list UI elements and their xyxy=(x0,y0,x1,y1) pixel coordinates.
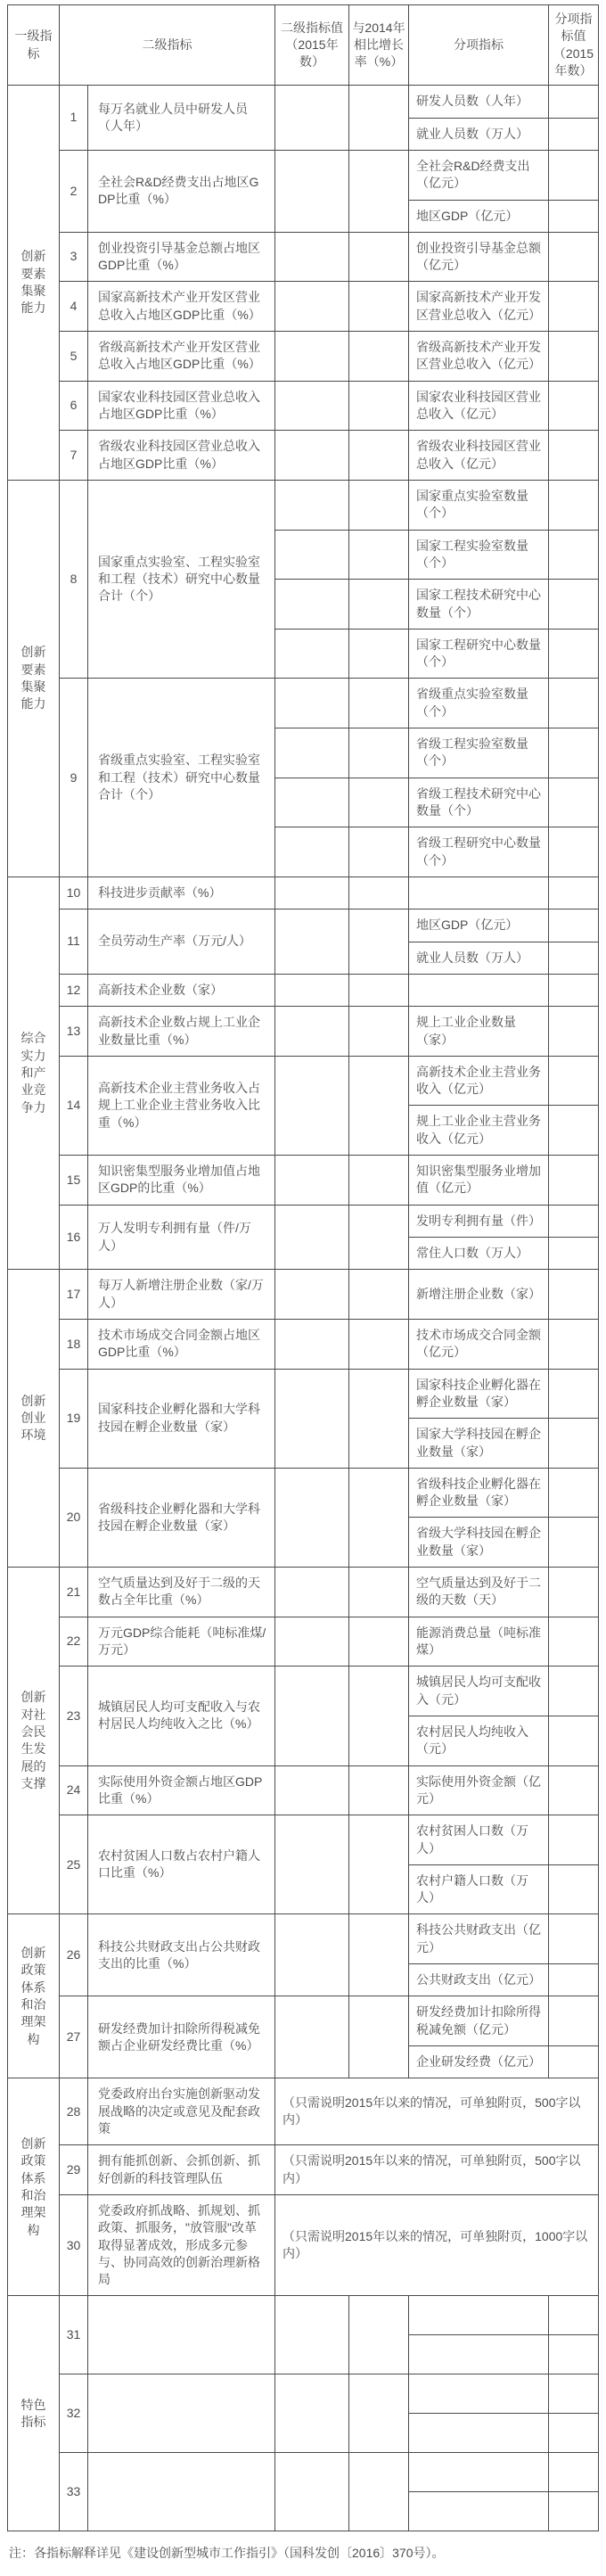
section-label: 创新要素集聚能力 xyxy=(8,480,60,876)
table-row xyxy=(8,232,599,282)
sub-indicator-label: 能源消费总量（吨标准煤） xyxy=(409,1617,549,1667)
sub-indicator-label: 省级农业科技园区营业总收入（亿元） xyxy=(409,431,549,481)
growth-rate-cell xyxy=(349,2296,409,2374)
sub-indicator-label: 国家工程研究中心数量（个） xyxy=(409,629,549,679)
sub-indicator-label xyxy=(409,2335,549,2374)
sub-value-cell xyxy=(549,2492,599,2531)
sub-indicator-label: 省级重点实验室数量（个） xyxy=(409,679,549,728)
col-header-sub-indicator: 分项指标 xyxy=(409,5,549,86)
sub-value-cell xyxy=(549,86,599,118)
sub-value-cell xyxy=(549,1815,599,1865)
indicator-label: 万元GDP综合能耗（吨标准煤/万元） xyxy=(88,1617,275,1667)
sub-indicator-label: 企业研发经费（亿元） xyxy=(409,2046,549,2078)
sub-indicator-label: 规上工业企业主营业务收入（亿元） xyxy=(409,1106,549,1156)
growth-rate-cell xyxy=(349,1914,409,1996)
indicator-label xyxy=(88,2453,275,2531)
indicator-table xyxy=(7,4,599,2531)
row-number: 4 xyxy=(60,282,88,332)
sub-indicator-label: 国家高新技术产业开发区营业总收入（亿元） xyxy=(409,282,549,332)
indicator-label: 党委政府出台实施创新驱动发展战略的决定或意见及配套政策 xyxy=(88,2078,275,2145)
sub-value-cell xyxy=(549,1617,599,1667)
indicator-label: 国家重点实验室、工程实验室和工程（技术）研究中心数量合计（个） xyxy=(88,480,275,679)
table-row xyxy=(8,1319,599,1369)
growth-rate-cell xyxy=(349,282,409,332)
value-2015-cell xyxy=(275,1815,349,1914)
col-header-growth: 与2014年相比增长率（%） xyxy=(349,5,409,86)
row-number: 21 xyxy=(60,1568,88,1617)
row-number: 19 xyxy=(60,1369,88,1468)
sub-value-cell xyxy=(549,876,599,909)
sub-indicator-label: 农村居民人均纯收入（元） xyxy=(409,1716,549,1765)
table-row xyxy=(8,2296,599,2335)
table-row xyxy=(8,1617,599,1667)
table-row xyxy=(8,1765,599,1815)
indicator-label: 研发经费加计扣除所得税减免额占企业研发经费比重（%） xyxy=(88,1996,275,2078)
growth-rate-cell xyxy=(349,827,409,877)
sub-indicator-label: 技术市场成交合同金额（亿元） xyxy=(409,1319,549,1369)
value-2015-cell xyxy=(275,1007,349,1057)
sub-value-cell xyxy=(549,2414,599,2453)
table-row xyxy=(8,2078,599,2145)
table-row xyxy=(8,1205,599,1237)
growth-rate-cell xyxy=(349,332,409,382)
indicator-label: 国家农业科技园区营业总收入占地区GDP比重（%） xyxy=(88,381,275,431)
indicator-label: 省级高新技术产业开发区营业总收入占地区GDP比重（%） xyxy=(88,332,275,382)
sub-indicator-label: 城镇居民人均可支配收入（元） xyxy=(409,1667,549,1716)
row-number: 30 xyxy=(60,2194,88,2296)
value-2015-cell xyxy=(275,1270,349,1320)
indicator-label: 党委政府抓战略、抓规划、抓政策、抓服务，"放管服"改革取得显著成效，形成多元参与、协同高效的创新治理新格局 xyxy=(88,2194,275,2296)
sub-value-cell xyxy=(549,1914,599,1964)
sub-indicator-label: 实际使用外资金额（亿元） xyxy=(409,1765,549,1815)
sub-indicator-label: 农村户籍人口数（万人） xyxy=(409,1864,549,1914)
sub-indicator-label: 地区GDP（亿元） xyxy=(409,200,549,232)
sub-indicator-label: 省级科技企业孵化器在孵企业数量（家） xyxy=(409,1468,549,1518)
growth-rate-cell xyxy=(349,876,409,909)
sub-indicator-label: 国家工程实验室数量（个） xyxy=(409,530,549,580)
indicator-label: 高新技术企业数（家） xyxy=(88,974,275,1006)
sub-indicator-label xyxy=(409,974,549,1006)
table-row xyxy=(8,480,599,530)
sub-value-cell xyxy=(549,1518,599,1568)
sub-value-cell xyxy=(549,1468,599,1518)
growth-rate-cell xyxy=(349,480,409,530)
sub-indicator-label xyxy=(409,2453,549,2492)
value-2015-cell xyxy=(275,86,349,151)
sub-indicator-label: 国家工程技术研究中心数量（个） xyxy=(409,580,549,630)
indicator-label: 创业投资引导基金总额占地区GDP比重（%） xyxy=(88,232,275,282)
growth-rate-cell xyxy=(349,629,409,679)
value-2015-cell xyxy=(275,629,349,679)
sub-value-cell xyxy=(549,332,599,382)
indicator-label: 城镇居民人均可支配收入与农村居民人均纯收入之比（%） xyxy=(88,1667,275,1765)
sub-value-cell xyxy=(549,2335,599,2374)
row-number: 23 xyxy=(60,1667,88,1765)
sub-value-cell xyxy=(549,1156,599,1206)
value-2015-cell xyxy=(275,1996,349,2078)
sub-indicator-label: 地区GDP（亿元） xyxy=(409,909,549,942)
sub-indicator-label: 就业人员数（万人） xyxy=(409,118,549,150)
header-row xyxy=(8,5,599,86)
sub-value-cell xyxy=(549,530,599,580)
sub-value-cell xyxy=(549,1864,599,1914)
growth-rate-cell xyxy=(349,150,409,232)
row-number: 29 xyxy=(60,2145,88,2195)
table-row xyxy=(8,1815,599,1865)
growth-rate-cell xyxy=(349,778,409,827)
sub-indicator-label: 国家科技企业孵化器在孵企业数量（家） xyxy=(409,1369,549,1419)
row-number: 28 xyxy=(60,2078,88,2145)
table-row xyxy=(8,381,599,431)
sub-value-cell xyxy=(549,1106,599,1156)
sub-indicator-label: 新增注册企业数（家） xyxy=(409,1270,549,1320)
indicator-label: 国家科技企业孵化器和大学科技园在孵企业数量（家） xyxy=(88,1369,275,1468)
sub-indicator-label: 规上工业企业数量（家） xyxy=(409,1007,549,1057)
sub-indicator-label: 省级大学科技园在孵企业数量（家） xyxy=(409,1518,549,1568)
sub-value-cell xyxy=(549,431,599,481)
row-number: 14 xyxy=(60,1056,88,1155)
sub-indicator-label: 全社会R&D经费支出（亿元） xyxy=(409,150,549,200)
row-number: 9 xyxy=(60,679,88,877)
sub-value-cell xyxy=(549,150,599,200)
indicator-label: 科技进步贡献率（%） xyxy=(88,876,275,909)
value-2015-cell xyxy=(275,778,349,827)
row-number: 15 xyxy=(60,1156,88,1206)
table-row xyxy=(8,1007,599,1057)
growth-rate-cell xyxy=(349,1617,409,1667)
col-header-value2015: 二级指标值（2015年数） xyxy=(275,5,349,86)
sub-value-cell xyxy=(549,909,599,942)
sub-indicator-label: 国家农业科技园区营业总收入（亿元） xyxy=(409,381,549,431)
sub-value-cell xyxy=(549,1205,599,1237)
col-header-level1: 一级指标 xyxy=(8,5,60,86)
row-number: 24 xyxy=(60,1765,88,1815)
sub-indicator-label: 农村贫困人口数（万人） xyxy=(409,1815,549,1865)
row-number: 1 xyxy=(60,86,88,151)
table-row xyxy=(8,1667,599,1716)
value-2015-cell xyxy=(275,1765,349,1815)
sub-value-cell xyxy=(549,1238,599,1270)
value-2015-cell xyxy=(275,332,349,382)
sub-indicator-label: 省级工程技术研究中心数量（个） xyxy=(409,778,549,827)
table-row xyxy=(8,1468,599,1518)
value-2015-cell xyxy=(275,1369,349,1468)
indicator-label: 每万人新增注册企业数（家/万人） xyxy=(88,1270,275,1320)
sub-value-cell xyxy=(549,942,599,974)
sub-value-cell xyxy=(549,728,599,778)
indicator-label: 实际使用外资金额占地区GDP比重（%） xyxy=(88,1765,275,1815)
row-number: 12 xyxy=(60,974,88,1006)
value-2015-cell xyxy=(275,679,349,728)
section-label: 创新要素集聚能力 xyxy=(8,86,60,481)
table-row xyxy=(8,86,599,118)
growth-rate-cell xyxy=(349,1568,409,1617)
value-2015-cell xyxy=(275,232,349,282)
row-number: 6 xyxy=(60,381,88,431)
sub-value-cell xyxy=(549,2296,599,2335)
growth-rate-cell xyxy=(349,728,409,778)
value-2015-cell xyxy=(275,827,349,877)
sub-value-cell xyxy=(549,1007,599,1057)
growth-rate-cell xyxy=(349,1156,409,1206)
sub-indicator-label: 省级工程研究中心数量（个） xyxy=(409,827,549,877)
value-2015-cell xyxy=(275,530,349,580)
sub-value-cell xyxy=(549,118,599,150)
section-label: 创新政策体系和治理架构 xyxy=(8,2078,60,2296)
growth-rate-cell xyxy=(349,1056,409,1155)
row-number: 11 xyxy=(60,909,88,975)
col-header-level2: 二级指标 xyxy=(60,5,275,86)
sub-value-cell xyxy=(549,580,599,630)
growth-rate-cell xyxy=(349,1007,409,1057)
growth-rate-cell xyxy=(349,1468,409,1567)
sub-value-cell xyxy=(549,2374,599,2414)
value-2015-cell xyxy=(275,1156,349,1206)
value-2015-cell xyxy=(275,1617,349,1667)
row-number: 26 xyxy=(60,1914,88,1996)
row-number: 5 xyxy=(60,332,88,382)
value-2015-cell xyxy=(275,150,349,232)
section-label: 创新创业环境 xyxy=(8,1270,60,1568)
sub-value-cell xyxy=(549,1716,599,1765)
sub-value-cell xyxy=(549,232,599,282)
footnote: 注：各指标解释详见《建设创新型城市工作指引》（国科发创〔2016〕370号）。 xyxy=(9,2546,445,2561)
sub-value-cell xyxy=(549,1056,599,1106)
sub-indicator-label: 知识密集型服务业增加值（亿元） xyxy=(409,1156,549,1206)
growth-rate-cell xyxy=(349,431,409,481)
value-2015-cell xyxy=(275,2296,349,2374)
indicator-label: 农村贫困人口数占农村户籍人口比重（%） xyxy=(88,1815,275,1914)
growth-rate-cell xyxy=(349,1270,409,1320)
table-row xyxy=(8,909,599,942)
sub-indicator-label: 高新技术企业主营业务收入（亿元） xyxy=(409,1056,549,1106)
row-number: 25 xyxy=(60,1815,88,1914)
growth-rate-cell xyxy=(349,2453,409,2531)
value-2015-cell xyxy=(275,974,349,1006)
note-cell: （只需说明2015年以来的情况，可单独附页，500字以内） xyxy=(275,2078,599,2145)
sub-indicator-label: 发明专利拥有量（件） xyxy=(409,1205,549,1237)
row-number: 20 xyxy=(60,1468,88,1567)
sub-value-cell xyxy=(549,1369,599,1419)
value-2015-cell xyxy=(275,431,349,481)
value-2015-cell xyxy=(275,1568,349,1617)
row-number: 31 xyxy=(60,2296,88,2374)
value-2015-cell xyxy=(275,909,349,975)
value-2015-cell xyxy=(275,580,349,630)
indicator-label: 万人发明专利拥有量（件/万人） xyxy=(88,1205,275,1270)
growth-rate-cell xyxy=(349,1765,409,1815)
value-2015-cell xyxy=(275,1914,349,1996)
indicator-label: 空气质量达到及好于二级的天数占全年比重（%） xyxy=(88,1568,275,1617)
sub-value-cell xyxy=(549,827,599,877)
growth-rate-cell xyxy=(349,1667,409,1765)
table-row xyxy=(8,876,599,909)
indicator-label: 国家高新技术产业开发区营业总收入占地区GDP比重（%） xyxy=(88,282,275,332)
growth-rate-cell xyxy=(349,381,409,431)
sub-value-cell xyxy=(549,1765,599,1815)
growth-rate-cell xyxy=(349,1996,409,2078)
row-number: 33 xyxy=(60,2453,88,2531)
table-row xyxy=(8,332,599,382)
table-row xyxy=(8,1568,599,1617)
sub-value-cell xyxy=(549,1667,599,1716)
sub-value-cell xyxy=(549,282,599,332)
indicator-label: 省级农业科技园区营业总收入占地区GDP比重（%） xyxy=(88,431,275,481)
table-row xyxy=(8,1996,599,2046)
indicator-label: 拥有能抓创新、会抓创新、抓好创新的科技管理队伍 xyxy=(88,2145,275,2195)
table-row xyxy=(8,150,599,200)
note-cell: （只需说明2015年以来的情况，可单独附页，500字以内） xyxy=(275,2145,599,2195)
indicator-table-body xyxy=(8,86,599,2531)
table-row xyxy=(8,2194,599,2296)
table-row xyxy=(8,1270,599,1320)
row-number: 22 xyxy=(60,1617,88,1667)
indicator-label: 省级科技企业孵化器和大学科技园在孵企业数量（家） xyxy=(88,1468,275,1567)
row-number: 27 xyxy=(60,1996,88,2078)
indicator-label: 技术市场成交合同金额占地区GDP比重（%） xyxy=(88,1319,275,1369)
value-2015-cell xyxy=(275,876,349,909)
sub-value-cell xyxy=(549,200,599,232)
section-label: 特色指标 xyxy=(8,2296,60,2531)
sub-indicator-label xyxy=(409,2296,549,2335)
sub-indicator-label: 空气质量达到及好于二级的天数（天） xyxy=(409,1568,549,1617)
sub-indicator-label: 就业人员数（万人） xyxy=(409,942,549,974)
indicator-label: 科技公共财政支出占公共财政支出的比重（%） xyxy=(88,1914,275,1996)
growth-rate-cell xyxy=(349,1205,409,1270)
sub-indicator-label: 研发人员数（人年） xyxy=(409,86,549,118)
sub-value-cell xyxy=(549,629,599,679)
indicator-label: 知识密集型服务业增加值占地区GDP的比重（%） xyxy=(88,1156,275,1206)
growth-rate-cell xyxy=(349,1369,409,1468)
row-number: 16 xyxy=(60,1205,88,1270)
value-2015-cell xyxy=(275,1468,349,1567)
sub-value-cell xyxy=(549,1270,599,1320)
growth-rate-cell xyxy=(349,679,409,728)
value-2015-cell xyxy=(275,1056,349,1155)
sub-indicator-label: 常住人口数（万人） xyxy=(409,1238,549,1270)
section-label: 创新对社会民生发展的支撑 xyxy=(8,1568,60,1914)
row-number: 3 xyxy=(60,232,88,282)
growth-rate-cell xyxy=(349,580,409,630)
indicator-label: 全社会R&D经费支出占地区GDP比重（%） xyxy=(88,150,275,232)
indicator-label: 高新技术企业数占规上工业企业数量比重（%） xyxy=(88,1007,275,1057)
sub-indicator-label xyxy=(409,2414,549,2453)
sub-indicator-label: 省级高新技术产业开发区营业总收入（亿元） xyxy=(409,332,549,382)
col-header-sub-value: 分项指标值（2015年数） xyxy=(549,5,599,86)
indicator-label: 高新技术企业主营业务收入占规上工业企业主营业务收入比重（%） xyxy=(88,1056,275,1155)
sub-value-cell xyxy=(549,679,599,728)
sub-indicator-label: 创业投资引导基金总额（亿元） xyxy=(409,232,549,282)
table-header xyxy=(8,5,599,86)
sub-value-cell xyxy=(549,2046,599,2078)
sub-indicator-label: 科技公共财政支出（亿元） xyxy=(409,1914,549,1964)
sub-indicator-label xyxy=(409,876,549,909)
value-2015-cell xyxy=(275,2374,349,2453)
growth-rate-cell xyxy=(349,2374,409,2453)
value-2015-cell xyxy=(275,1667,349,1765)
sub-indicator-label: 公共财政支出（亿元） xyxy=(409,1964,549,1996)
growth-rate-cell xyxy=(349,1319,409,1369)
growth-rate-cell xyxy=(349,232,409,282)
growth-rate-cell xyxy=(349,909,409,975)
section-label: 创新政策体系和治理架构 xyxy=(8,1914,60,2078)
growth-rate-cell xyxy=(349,530,409,580)
sub-value-cell xyxy=(549,1568,599,1617)
sub-value-cell xyxy=(549,778,599,827)
value-2015-cell xyxy=(275,282,349,332)
table-row xyxy=(8,431,599,481)
sub-value-cell xyxy=(549,1964,599,1996)
sub-value-cell xyxy=(549,480,599,530)
indicator-label xyxy=(88,2296,275,2374)
row-number: 32 xyxy=(60,2374,88,2453)
note-cell: （只需说明2015年以来的情况，可单独附页，1000字以内） xyxy=(275,2194,599,2296)
sub-value-cell xyxy=(549,1319,599,1369)
sub-value-cell xyxy=(549,1419,599,1469)
table-row xyxy=(8,2453,599,2492)
indicator-label: 每万名就业人员中研发人员（人年） xyxy=(88,86,275,151)
value-2015-cell xyxy=(275,2453,349,2531)
sub-indicator-label: 研发经费加计扣除所得税减免额（亿元） xyxy=(409,1996,549,2046)
growth-rate-cell xyxy=(349,974,409,1006)
row-number: 7 xyxy=(60,431,88,481)
table-row xyxy=(8,1156,599,1206)
sub-value-cell xyxy=(549,381,599,431)
sub-value-cell xyxy=(549,1996,599,2046)
sub-value-cell xyxy=(549,2453,599,2492)
row-number: 13 xyxy=(60,1007,88,1057)
table-row xyxy=(8,2145,599,2195)
row-number: 17 xyxy=(60,1270,88,1320)
value-2015-cell xyxy=(275,1319,349,1369)
indicator-label xyxy=(88,2374,275,2453)
sub-indicator-label: 省级工程实验室数量（个） xyxy=(409,728,549,778)
section-label: 综合实力和产业竞争力 xyxy=(8,876,60,1269)
sub-indicator-label xyxy=(409,2374,549,2414)
sub-indicator-label: 国家重点实验室数量（个） xyxy=(409,480,549,530)
table-row xyxy=(8,282,599,332)
value-2015-cell xyxy=(275,728,349,778)
table-row xyxy=(8,1056,599,1106)
row-number: 8 xyxy=(60,480,88,679)
table-row xyxy=(8,1369,599,1419)
table-row xyxy=(8,679,599,728)
table-row xyxy=(8,974,599,1006)
value-2015-cell xyxy=(275,480,349,530)
table-row xyxy=(8,2374,599,2414)
row-number: 2 xyxy=(60,150,88,232)
row-number: 18 xyxy=(60,1319,88,1369)
sub-indicator-label: 国家大学科技园在孵企业数量（家） xyxy=(409,1419,549,1469)
value-2015-cell xyxy=(275,381,349,431)
growth-rate-cell xyxy=(349,86,409,151)
indicator-label: 省级重点实验室、工程实验室和工程（技术）研究中心数量合计（个） xyxy=(88,679,275,877)
value-2015-cell xyxy=(275,1205,349,1270)
sub-value-cell xyxy=(549,974,599,1006)
growth-rate-cell xyxy=(349,1815,409,1914)
indicator-label: 全员劳动生产率（万元/人） xyxy=(88,909,275,975)
sub-indicator-label xyxy=(409,2492,549,2531)
row-number: 10 xyxy=(60,876,88,909)
table-row xyxy=(8,1914,599,1964)
